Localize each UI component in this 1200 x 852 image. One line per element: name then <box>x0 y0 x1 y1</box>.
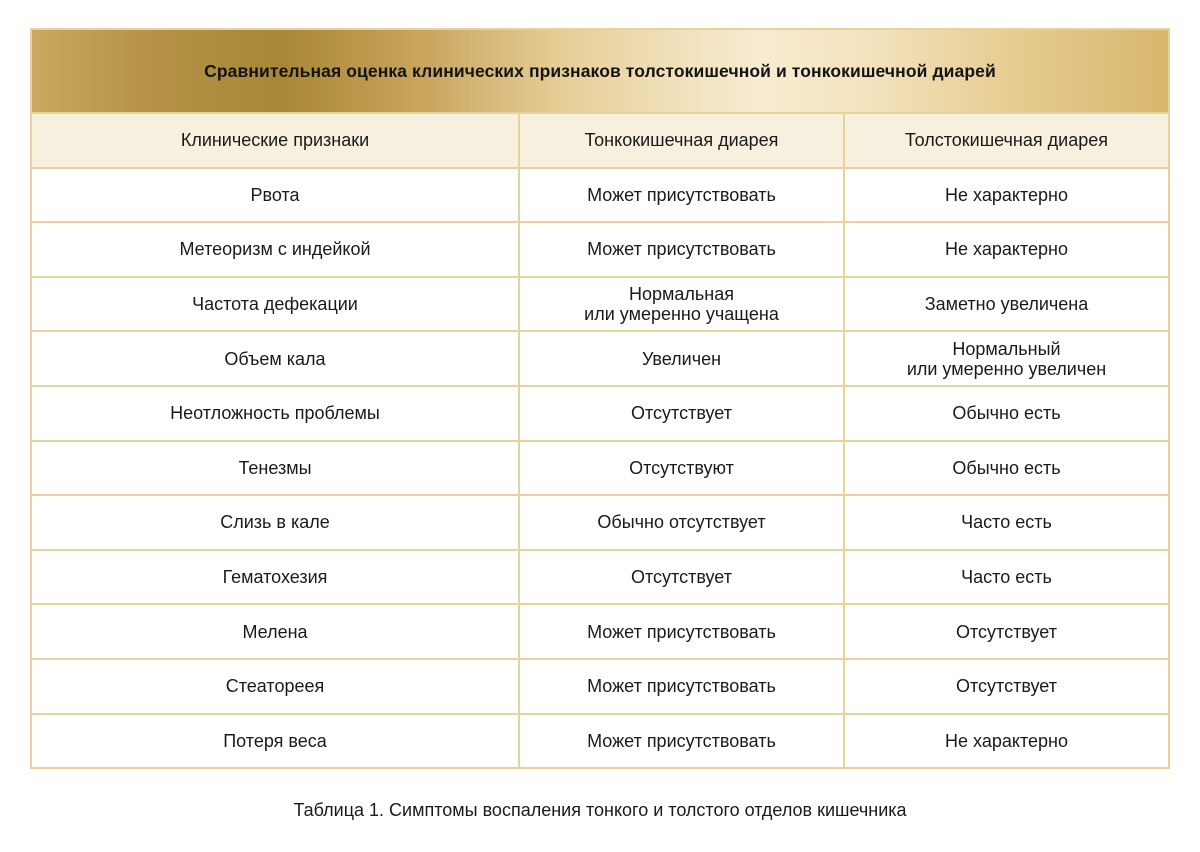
table-grid <box>32 112 1168 767</box>
row-3-large: Заметно увеличена <box>845 276 1168 331</box>
row-9-sign: Мелена <box>32 603 520 658</box>
table-title <box>32 30 1168 112</box>
row-11-sign: Потеря веса <box>32 713 520 768</box>
row-2-sign: Метеоризм с индейкой <box>32 221 520 276</box>
row-5-large: Обычно есть <box>845 385 1168 440</box>
row-6-large: Обычно есть <box>845 440 1168 495</box>
row-6-small: Отсутствуют <box>520 440 845 495</box>
row-8-small: Отсутствует <box>520 549 845 604</box>
column-header-large-intestine: Толстокишечная диарея <box>845 112 1168 167</box>
row-4-small: Увеличен <box>520 330 845 385</box>
row-9-large: Отсутствует <box>845 603 1168 658</box>
row-10-large: Отсутствует <box>845 658 1168 713</box>
row-11-small: Может присутствовать <box>520 713 845 768</box>
row-9-small: Может присутствовать <box>520 603 845 658</box>
row-7-sign: Слизь в кале <box>32 494 520 549</box>
row-1-sign: Рвота <box>32 167 520 222</box>
row-1-small: Может присутствовать <box>520 167 845 222</box>
row-10-small: Может присутствовать <box>520 658 845 713</box>
row-2-small: Может присутствовать <box>520 221 845 276</box>
row-6-sign: Тенезмы <box>32 440 520 495</box>
row-8-large: Часто есть <box>845 549 1168 604</box>
row-5-sign: Неотложность проблемы <box>32 385 520 440</box>
row-7-small: Обычно отсутствует <box>520 494 845 549</box>
table-caption: Таблица 1. Симптомы воспаления тонкого и толстого отделов кишечника <box>293 800 907 820</box>
row-8-sign: Гематохезия <box>32 549 520 604</box>
row-3-small: Нормальная или умеренно учащена <box>520 276 845 331</box>
table-title-text: Сравнительная оценка клинических признаков толстокишечной и тонкокишечной диарей <box>204 60 996 81</box>
row-7-large: Часто есть <box>845 494 1168 549</box>
row-4-sign: Объем кала <box>32 330 520 385</box>
row-2-large: Не характерно <box>845 221 1168 276</box>
comparison-table <box>30 28 1170 769</box>
column-header-signs: Клинические признаки <box>32 112 520 167</box>
row-3-sign: Частота дефекации <box>32 276 520 331</box>
row-11-large: Не характерно <box>845 713 1168 768</box>
row-10-sign: Стеатореея <box>32 658 520 713</box>
row-1-large: Не характерно <box>845 167 1168 222</box>
column-header-small-intestine: Тонкокишечная диарея <box>520 112 845 167</box>
row-4-large: Нормальный или умеренно увеличен <box>845 330 1168 385</box>
row-5-small: Отсутствует <box>520 385 845 440</box>
